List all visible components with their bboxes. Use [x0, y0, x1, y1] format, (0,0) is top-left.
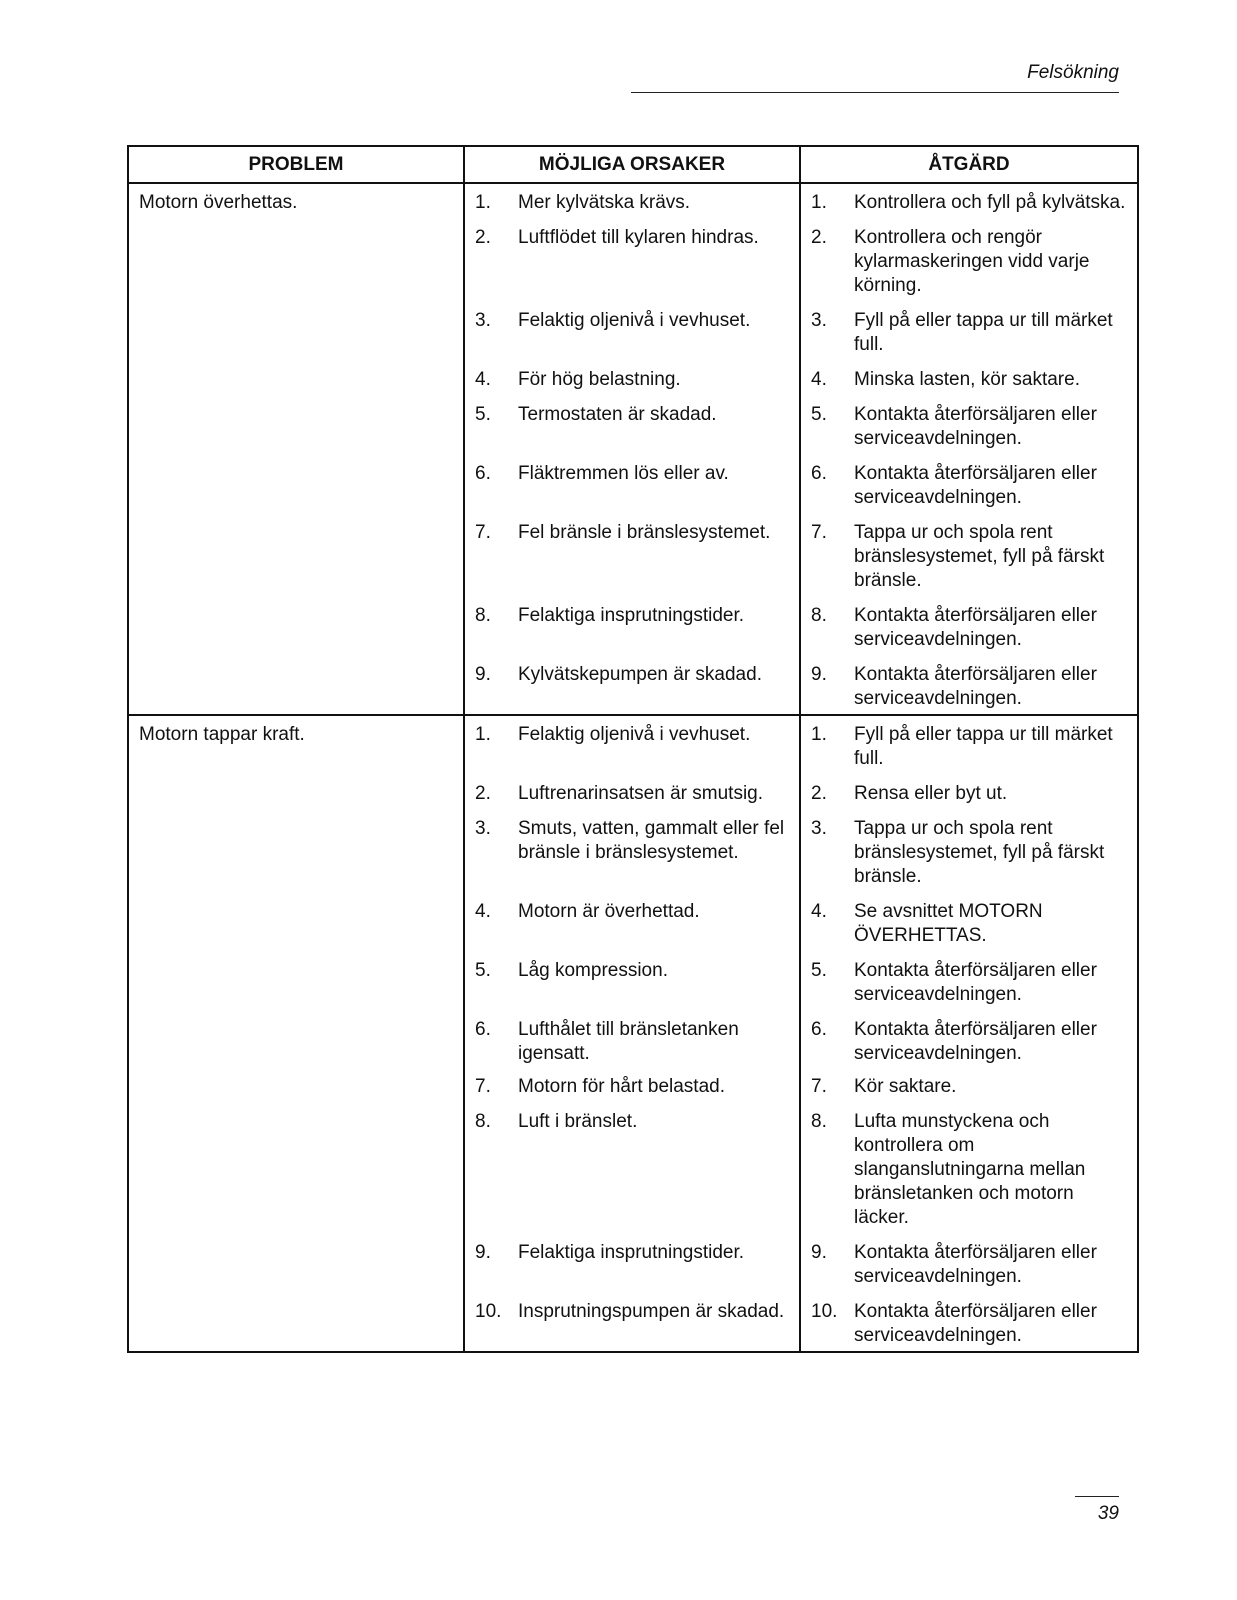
cause-text: Motorn är överhettad.	[518, 901, 700, 922]
action-item	[811, 723, 1127, 771]
cause-item	[475, 191, 789, 215]
action-number: 8.	[811, 1111, 827, 1132]
cause-item	[475, 604, 789, 652]
action-text: Se avsnittet MOTORN ÖVERHETTAS.	[854, 901, 1043, 946]
action-number: 5.	[811, 404, 827, 425]
cause-number: 5.	[475, 960, 491, 981]
action-item	[811, 900, 1127, 948]
cause-item	[475, 1241, 789, 1289]
cause-item	[475, 1018, 789, 1066]
table-row	[128, 715, 1138, 1352]
cause-item	[475, 959, 789, 1007]
cause-number: 6.	[475, 1019, 491, 1040]
action-item	[811, 462, 1127, 510]
cause-text: Felaktig oljenivå i vevhuset.	[518, 724, 751, 745]
action-number: 1.	[811, 192, 827, 213]
action-text: Fyll på eller tappa ur till märket full.	[854, 724, 1113, 769]
action-number: 2.	[811, 783, 827, 804]
action-item	[811, 226, 1127, 298]
cause-number: 3.	[475, 818, 491, 839]
cause-item	[475, 1110, 789, 1230]
action-item	[811, 1075, 1127, 1099]
actions-cell	[800, 183, 1138, 715]
cause-text: För hög belastning.	[518, 369, 681, 390]
actions-cell	[800, 715, 1138, 1352]
action-number: 7.	[811, 522, 827, 543]
cause-text: Lufthålet till bränsletanken igensatt.	[518, 1019, 739, 1064]
cause-text: Felaktiga insprutningstider.	[518, 1242, 745, 1263]
action-text: Minska lasten, kör saktare.	[854, 369, 1080, 390]
cause-text: Fel bränsle i bränslesystemet.	[518, 522, 771, 543]
cause-item	[475, 782, 789, 806]
action-number: 4.	[811, 901, 827, 922]
action-number: 9.	[811, 1242, 827, 1263]
cause-number: 3.	[475, 310, 491, 331]
cause-text: Luftrenarinsatsen är smutsig.	[518, 783, 764, 804]
cause-number: 7.	[475, 522, 491, 543]
action-item	[811, 368, 1127, 392]
cause-number: 5.	[475, 404, 491, 425]
action-number: 2.	[811, 227, 827, 248]
causes-cell	[464, 715, 800, 1352]
action-item	[811, 959, 1127, 1007]
action-item	[811, 1110, 1127, 1230]
table-row	[128, 183, 1138, 715]
action-item	[811, 1018, 1127, 1066]
action-number: 7.	[811, 1076, 827, 1097]
action-item	[811, 521, 1127, 593]
cause-item	[475, 226, 789, 298]
cause-text: Mer kylvätska krävs.	[518, 192, 691, 213]
cause-number: 9.	[475, 1242, 491, 1263]
cause-item	[475, 462, 789, 510]
cause-text: Smuts, vatten, gammalt eller fel bränsle i bränslesystemet.	[518, 818, 785, 863]
action-number: 6.	[811, 1019, 827, 1040]
action-number: 4.	[811, 369, 827, 390]
column-header-causes: MÖJLIGA ORSAKER	[464, 146, 800, 183]
action-item	[811, 309, 1127, 357]
cause-text: Felaktiga insprutningstider.	[518, 605, 745, 626]
action-text: Kontakta återförsäljaren eller serviceavdelningen.	[854, 664, 1097, 709]
footer-rule	[1075, 1496, 1119, 1497]
cause-text: Fläktremmen lös eller av.	[518, 463, 729, 484]
cause-number: 10.	[475, 1301, 502, 1322]
cause-text: Motorn för hårt belastad.	[518, 1076, 725, 1097]
action-number: 10.	[811, 1301, 838, 1322]
cause-number: 8.	[475, 1111, 491, 1132]
action-text: Kontakta återförsäljaren eller serviceavdelningen.	[854, 605, 1097, 650]
cause-item	[475, 900, 789, 948]
action-text: Lufta munstyckena och kontrollera om slanganslutningarna mellan bränsletanken och motorn läcker.	[854, 1111, 1086, 1228]
action-item	[811, 663, 1127, 711]
column-header-problem: PROBLEM	[128, 146, 464, 183]
action-number: 3.	[811, 310, 827, 331]
action-item	[811, 782, 1127, 806]
problem-cell: Motorn överhettas.	[128, 183, 464, 715]
cause-text: Luft i bränslet.	[518, 1111, 638, 1132]
cause-number: 2.	[475, 227, 491, 248]
cause-item	[475, 368, 789, 392]
cause-text: Låg kompression.	[518, 960, 668, 981]
action-text: Kontakta återförsäljaren eller serviceavdelningen.	[854, 1019, 1097, 1064]
action-text: Tappa ur och spola rent bränslesystemet, fyll på färskt bränsle.	[854, 522, 1105, 591]
page-number: 39	[1097, 1503, 1119, 1524]
cause-number: 6.	[475, 463, 491, 484]
cause-item	[475, 723, 789, 771]
action-text: Tappa ur och spola rent bränslesystemet, fyll på färskt bränsle.	[854, 818, 1105, 887]
action-number: 5.	[811, 960, 827, 981]
cause-item	[475, 1300, 789, 1348]
header-rule	[631, 92, 1119, 93]
action-number: 3.	[811, 818, 827, 839]
action-text: Kontakta återförsäljaren eller serviceavdelningen.	[854, 960, 1097, 1005]
action-item	[811, 1300, 1127, 1348]
action-number: 6.	[811, 463, 827, 484]
action-text: Kontakta återförsäljaren eller serviceavdelningen.	[854, 404, 1097, 449]
action-number: 1.	[811, 724, 827, 745]
cause-text: Luftflödet till kylaren hindras.	[518, 227, 759, 248]
troubleshooting-table-container	[127, 145, 1137, 1353]
cause-number: 9.	[475, 664, 491, 685]
action-item	[811, 817, 1127, 889]
action-text: Kontrollera och fyll på kylvätska.	[854, 192, 1126, 213]
action-item	[811, 403, 1127, 451]
cause-number: 1.	[475, 724, 491, 745]
action-number: 9.	[811, 664, 827, 685]
cause-number: 7.	[475, 1076, 491, 1097]
cause-text: Termostaten är skadad.	[518, 404, 717, 425]
table-header-row	[128, 146, 1138, 183]
action-text: Rensa eller byt ut.	[854, 783, 1008, 804]
action-text: Kontakta återförsäljaren eller serviceavdelningen.	[854, 1301, 1097, 1346]
action-text: Kör saktare.	[854, 1076, 957, 1097]
action-text: Kontakta återförsäljaren eller serviceavdelningen.	[854, 463, 1097, 508]
cause-item	[475, 817, 789, 889]
action-item	[811, 1241, 1127, 1289]
cause-item	[475, 663, 789, 711]
cause-number: 4.	[475, 369, 491, 390]
causes-cell	[464, 183, 800, 715]
cause-text: Insprutningspumpen är skadad.	[518, 1301, 785, 1322]
cause-number: 8.	[475, 605, 491, 626]
cause-item	[475, 1075, 789, 1099]
cause-item	[475, 521, 789, 593]
cause-number: 1.	[475, 192, 491, 213]
column-header-action: ÅTGÄRD	[800, 146, 1138, 183]
cause-text: Felaktig oljenivå i vevhuset.	[518, 310, 751, 331]
problem-cell: Motorn tappar kraft.	[128, 715, 464, 1352]
troubleshooting-table	[127, 145, 1139, 1353]
cause-text: Kylvätskepumpen är skadad.	[518, 664, 762, 685]
action-number: 8.	[811, 605, 827, 626]
action-text: Fyll på eller tappa ur till märket full.	[854, 310, 1113, 355]
cause-item	[475, 309, 789, 357]
cause-number: 2.	[475, 783, 491, 804]
action-item	[811, 604, 1127, 652]
action-item	[811, 191, 1127, 215]
cause-number: 4.	[475, 901, 491, 922]
page-header-title: Felsökning	[1027, 62, 1119, 83]
cause-item	[475, 403, 789, 451]
action-text: Kontakta återförsäljaren eller serviceavdelningen.	[854, 1242, 1097, 1287]
action-text: Kontrollera och rengör kylarmaskeringen vidd varje körning.	[854, 227, 1090, 296]
